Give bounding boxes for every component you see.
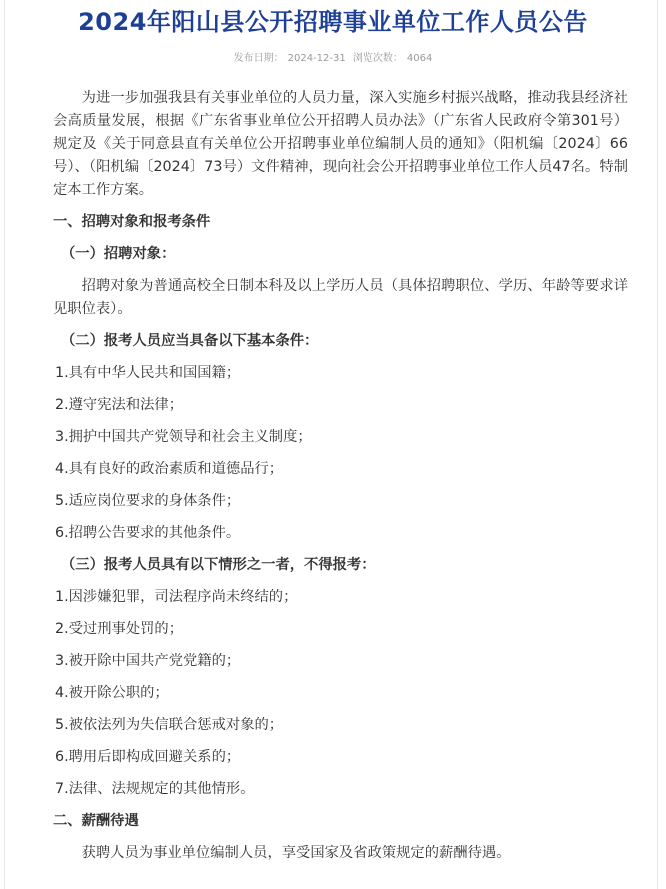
intro-paragraph: 为进一步加强我县有关事业单位的人员力量，深入实施乡村振兴战略，推动我县经济社会高质量发展，根据《广东省事业单位公开招聘人员办法》（广东省人民政府令第301号）规定及《关于同意县直有关单位公开招聘事业单位编制人员的通知》（阳机编〔2024〕66号）、（阳机编〔2024〕73号）文件精神，现向社会公开招聘事业单位工作人员47名。特制定本工作方案。 xyxy=(53,90,628,198)
section-heading-1: 一、招聘对象和报考条件 xyxy=(53,214,211,230)
salary-text: 获聘人员为事业单位编制人员，享受国家及省政策规定的薪酬待遇。 xyxy=(81,845,511,861)
subheading-exclusions: （三）报考人员具有以下情形之一者，不得报考： xyxy=(61,557,376,573)
exclusion-item: 5.被依法列为失信联合惩戒对象的； xyxy=(55,717,284,733)
condition-item: 4.具有良好的政治素质和道德品行； xyxy=(55,461,284,477)
exclusion-item: 4.被开除公职的； xyxy=(55,685,169,701)
exclusion-item: 6.聘用后即构成回避关系的； xyxy=(55,749,241,765)
subheading-recruit-target: （一）招聘对象： xyxy=(61,246,176,262)
exclusion-item: 2.受过刑事处罚的； xyxy=(55,621,184,637)
exclusion-item: 7.法律、法规规定的其他情形。 xyxy=(55,781,255,797)
publish-date: 2024-12-31 xyxy=(287,53,346,64)
exclusion-item: 3.被开除中国共产党党籍的； xyxy=(55,653,241,669)
date-label: 发布日期： xyxy=(233,53,284,64)
exclusion-item: 1.因涉嫌犯罪，司法程序尚未终结的； xyxy=(55,589,298,605)
condition-item: 2.遵守宪法和法律； xyxy=(55,397,184,413)
section-heading-2: 二、薪酬待遇 xyxy=(53,813,139,829)
subheading-basic-conditions: （二）报考人员应当具备以下基本条件： xyxy=(61,333,319,349)
condition-item: 6.招聘公告要求的其他条件。 xyxy=(55,525,241,541)
condition-item: 5.适应岗位要求的身体条件； xyxy=(55,493,241,509)
view-count: 4064 xyxy=(406,53,433,64)
article-meta xyxy=(0,49,666,64)
recruit-target-text: 招聘对象为普通高校全日制本科及以上学历人员（具体招聘职位、学历、年龄等要求详见职位表）。 xyxy=(53,278,628,317)
article-body xyxy=(53,87,628,874)
article-title: 2024年阳山县公开招聘事业单位工作人员公告 xyxy=(78,8,588,36)
condition-item: 3.拥护中国共产党领导和社会主义制度； xyxy=(55,429,312,445)
condition-item: 1.具有中华人民共和国国籍； xyxy=(55,365,241,381)
views-label: 浏览次数： xyxy=(352,53,403,64)
